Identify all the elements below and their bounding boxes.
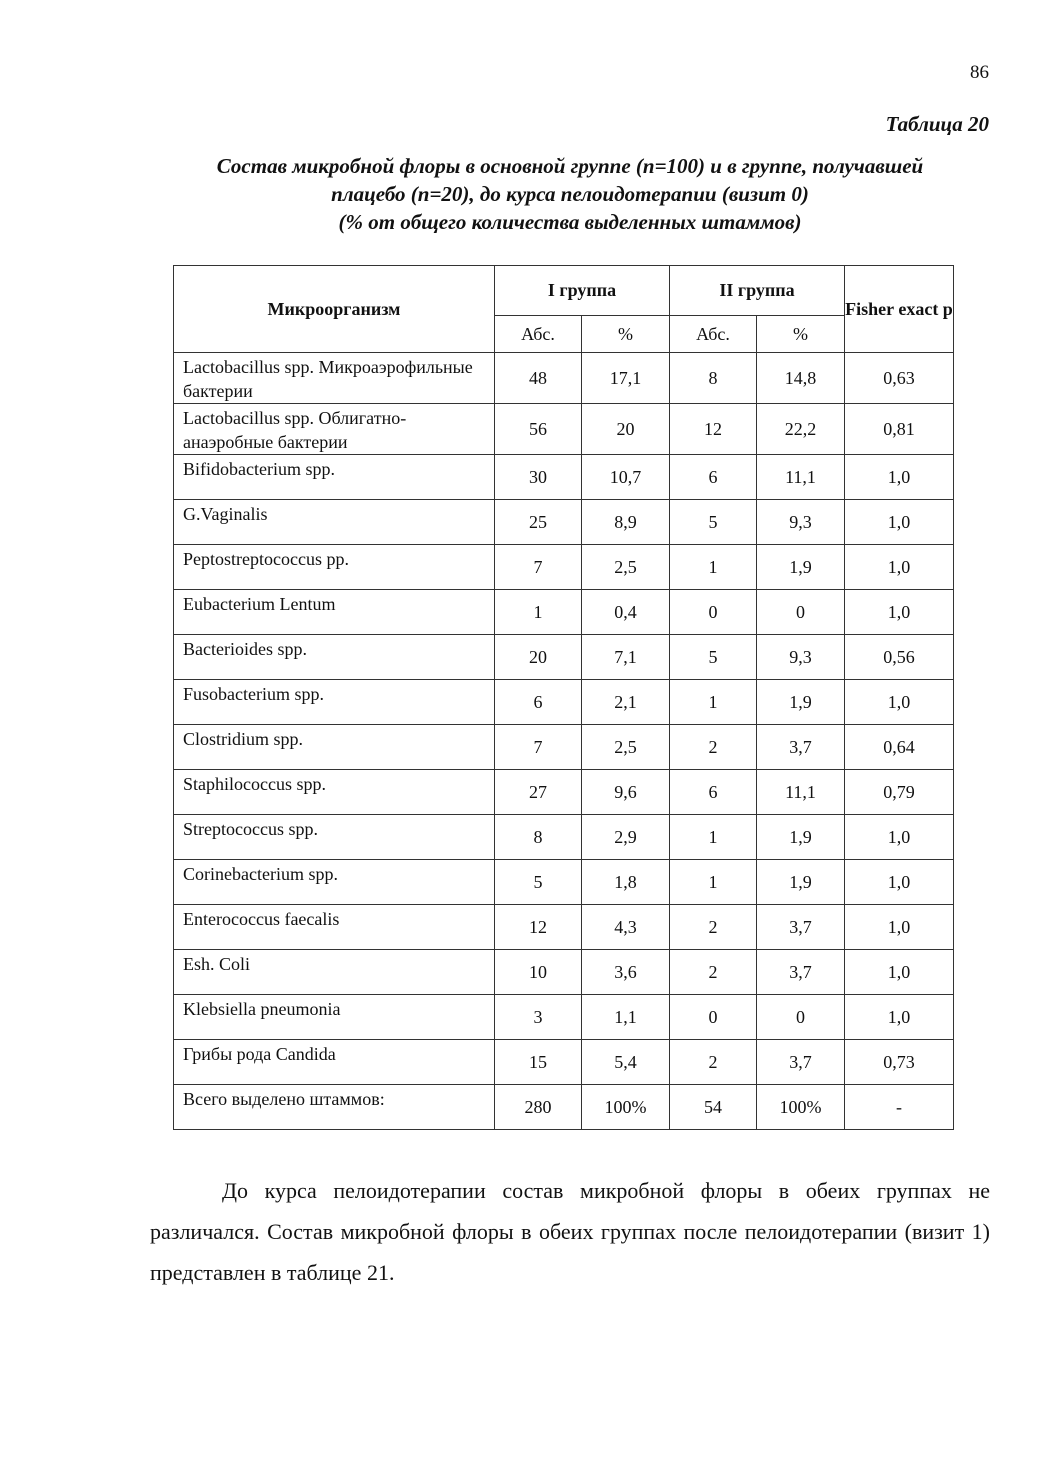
table-row	[174, 725, 954, 770]
caption-line-3: (% от общего количества выделенных штаммов)	[338, 210, 802, 234]
cell-p1: 100%	[582, 1085, 670, 1130]
cell-p1: 2,5	[582, 545, 670, 590]
cell-p1: 3,6	[582, 950, 670, 995]
cell-p: 1,0	[845, 455, 954, 500]
cell-p2: 3,7	[757, 950, 845, 995]
header-pct-1: %	[582, 316, 670, 353]
organism-name: Corinebacterium spp.	[174, 860, 495, 905]
organism-name: Staphilococcus spp.	[174, 770, 495, 815]
cell-n2: 0	[670, 590, 757, 635]
cell-p1: 8,9	[582, 500, 670, 545]
cell-p2: 11,1	[757, 770, 845, 815]
organism-name: Грибы рода Candida	[174, 1040, 495, 1085]
table-row	[174, 815, 954, 860]
cell-n2: 2	[670, 905, 757, 950]
table-body	[174, 353, 954, 1130]
cell-n1: 7	[495, 545, 582, 590]
cell-n2: 12	[670, 404, 757, 455]
caption-line-2: плацебо (n=20), до курса пелоидотерапии (визит 0)	[331, 182, 809, 206]
cell-n2: 5	[670, 635, 757, 680]
organism-name: Lactobacillus spp. Микроаэрофильные бактерии	[174, 353, 495, 404]
header-abs-2: Абс.	[670, 316, 757, 353]
caption-line-1: Состав микробной флоры в основной группе (n=100) и в группе, получавшей	[216, 154, 924, 178]
cell-p: 1,0	[845, 500, 954, 545]
cell-n1: 7	[495, 725, 582, 770]
cell-p: 0,56	[845, 635, 954, 680]
cell-p: 1,0	[845, 590, 954, 635]
page-number: 86	[970, 62, 989, 83]
cell-p1: 5,4	[582, 1040, 670, 1085]
cell-n1: 8	[495, 815, 582, 860]
cell-p2: 11,1	[757, 455, 845, 500]
cell-p2: 0	[757, 590, 845, 635]
body-paragraph: До курса пелоидотерапии состав микробной флоры в обеих группах не различался. Состав микробной флоры в обеих группах после пелоидотерапии (визит 1) представлен в таблице 21.	[150, 1178, 990, 1285]
cell-n1: 6	[495, 680, 582, 725]
cell-n2: 6	[670, 770, 757, 815]
cell-p1: 17,1	[582, 353, 670, 404]
organism-name: Enterococcus faecalis	[174, 905, 495, 950]
microflora-table	[173, 265, 954, 1130]
cell-p2: 9,3	[757, 500, 845, 545]
cell-n1: 15	[495, 1040, 582, 1085]
organism-name: Clostridium spp.	[174, 725, 495, 770]
cell-p: 0,81	[845, 404, 954, 455]
organism-name: Esh. Coli	[174, 950, 495, 995]
table-row	[174, 455, 954, 500]
header-group-2: II группа	[670, 266, 845, 316]
cell-p2: 1,9	[757, 860, 845, 905]
organism-name: Klebsiella pneumonia	[174, 995, 495, 1040]
organism-name: Peptostreptococcus pp.	[174, 545, 495, 590]
table-label: Таблица 20	[885, 112, 989, 136]
table-row	[174, 545, 954, 590]
cell-p2: 3,7	[757, 905, 845, 950]
cell-p: 1,0	[845, 995, 954, 1040]
cell-p: 1,0	[845, 950, 954, 995]
organism-name: G.Vaginalis	[174, 500, 495, 545]
cell-n2: 54	[670, 1085, 757, 1130]
organism-name: Всего выделено штаммов:	[174, 1085, 495, 1130]
organism-name: Eubacterium Lentum	[174, 590, 495, 635]
cell-n2: 8	[670, 353, 757, 404]
cell-p: -	[845, 1085, 954, 1130]
organism-name: Lactobacillus spp. Облигатно-анаэробные бактерии	[174, 404, 495, 455]
organism-name: Bifidobacterium spp.	[174, 455, 495, 500]
cell-p2: 1,9	[757, 815, 845, 860]
cell-p2: 3,7	[757, 725, 845, 770]
cell-p: 1,0	[845, 905, 954, 950]
table-row	[174, 860, 954, 905]
header-group-1: I группа	[495, 266, 670, 316]
cell-n2: 5	[670, 500, 757, 545]
cell-p: 1,0	[845, 860, 954, 905]
cell-n2: 2	[670, 950, 757, 995]
table-caption	[130, 152, 1010, 236]
cell-p1: 9,6	[582, 770, 670, 815]
table-row	[174, 353, 954, 404]
cell-n2: 1	[670, 815, 757, 860]
cell-p2: 100%	[757, 1085, 845, 1130]
table-row	[174, 950, 954, 995]
header-organism: Микроорганизм	[174, 266, 495, 353]
cell-p2: 1,9	[757, 680, 845, 725]
cell-n1: 56	[495, 404, 582, 455]
table-row	[174, 635, 954, 680]
cell-p1: 2,9	[582, 815, 670, 860]
cell-p1: 2,5	[582, 725, 670, 770]
header-pct-2: %	[757, 316, 845, 353]
cell-p1: 7,1	[582, 635, 670, 680]
cell-p1: 0,4	[582, 590, 670, 635]
table-row	[174, 500, 954, 545]
cell-p: 0,79	[845, 770, 954, 815]
cell-p2: 1,9	[757, 545, 845, 590]
cell-p2: 22,2	[757, 404, 845, 455]
cell-n1: 20	[495, 635, 582, 680]
cell-p: 0,64	[845, 725, 954, 770]
table-row	[174, 995, 954, 1040]
organism-name: Streptococcus spp.	[174, 815, 495, 860]
cell-n1: 48	[495, 353, 582, 404]
cell-p2: 0	[757, 995, 845, 1040]
cell-n2: 1	[670, 545, 757, 590]
header-fisher: Fisher exact p	[845, 266, 954, 353]
cell-n1: 25	[495, 500, 582, 545]
cell-p: 1,0	[845, 545, 954, 590]
cell-n2: 1	[670, 680, 757, 725]
organism-name: Fusobacterium spp.	[174, 680, 495, 725]
table-row	[174, 590, 954, 635]
cell-n1: 5	[495, 860, 582, 905]
table-row	[174, 1040, 954, 1085]
header-abs-1: Абс.	[495, 316, 582, 353]
cell-p: 0,73	[845, 1040, 954, 1085]
cell-p2: 9,3	[757, 635, 845, 680]
table-row	[174, 404, 954, 455]
body-text	[150, 1170, 990, 1293]
cell-p1: 2,1	[582, 680, 670, 725]
cell-p2: 14,8	[757, 353, 845, 404]
table-row	[174, 905, 954, 950]
cell-n2: 6	[670, 455, 757, 500]
cell-p1: 20	[582, 404, 670, 455]
table-row	[174, 1085, 954, 1130]
cell-n1: 3	[495, 995, 582, 1040]
table-row	[174, 770, 954, 815]
cell-n2: 2	[670, 725, 757, 770]
cell-n1: 1	[495, 590, 582, 635]
cell-n2: 0	[670, 995, 757, 1040]
organism-name: Bacterioides spp.	[174, 635, 495, 680]
cell-n1: 12	[495, 905, 582, 950]
table-row	[174, 680, 954, 725]
cell-n1: 280	[495, 1085, 582, 1130]
cell-n2: 1	[670, 860, 757, 905]
cell-p: 0,63	[845, 353, 954, 404]
cell-p: 1,0	[845, 815, 954, 860]
cell-p1: 4,3	[582, 905, 670, 950]
cell-p2: 3,7	[757, 1040, 845, 1085]
cell-p1: 10,7	[582, 455, 670, 500]
cell-n1: 30	[495, 455, 582, 500]
cell-p1: 1,8	[582, 860, 670, 905]
cell-p: 1,0	[845, 680, 954, 725]
cell-n2: 2	[670, 1040, 757, 1085]
cell-p1: 1,1	[582, 995, 670, 1040]
cell-n1: 27	[495, 770, 582, 815]
cell-n1: 10	[495, 950, 582, 995]
